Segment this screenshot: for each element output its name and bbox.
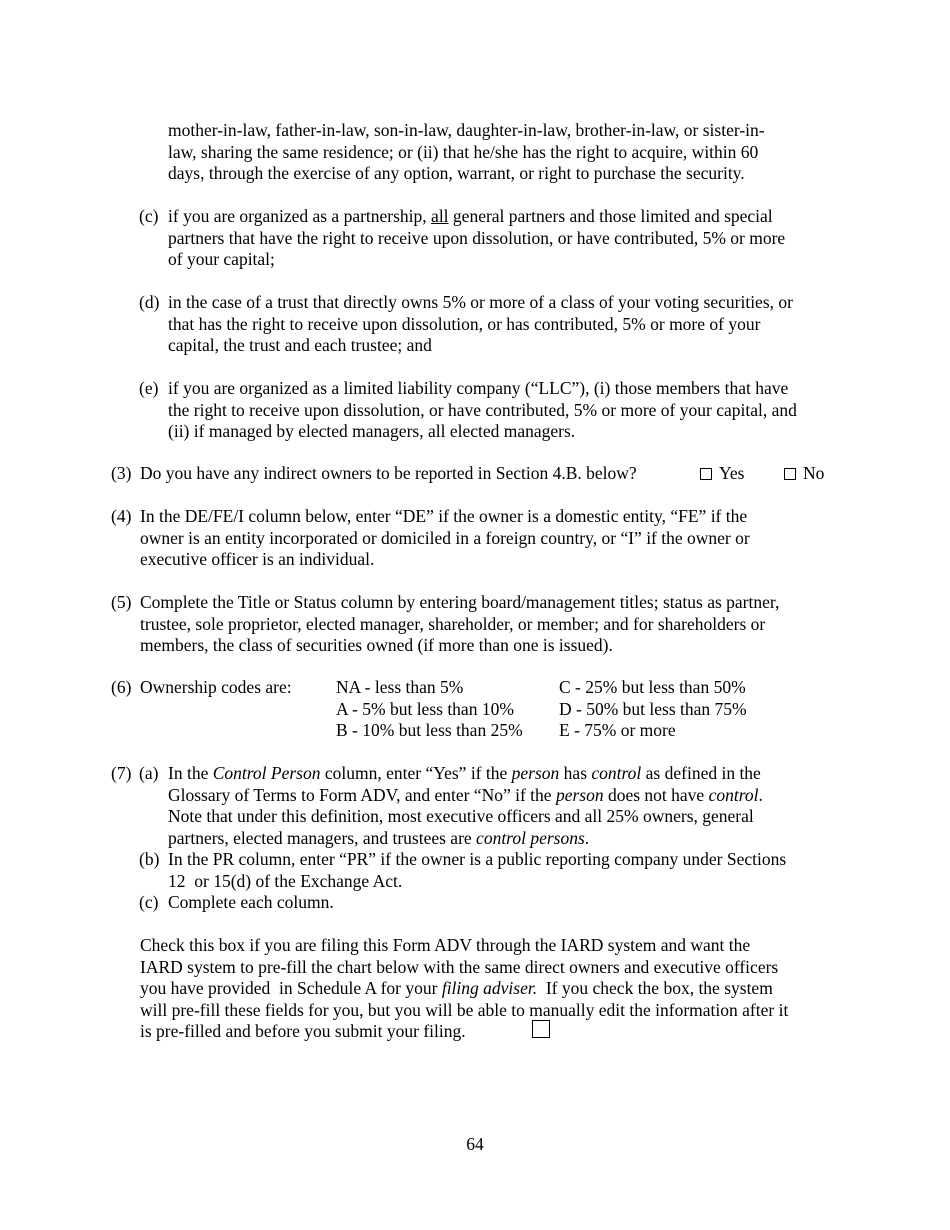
text-segment: general partners and those limited and special [448,206,773,226]
text-line: in the case of a trust that directly owns 5% or more of a class of your voting securities, or [168,292,793,312]
no-checkbox[interactable] [784,468,796,480]
text-line [168,206,785,228]
item-7c-label: (c) [139,892,159,912]
text-line: is pre-filled and before you submit your filing. [140,1021,466,1041]
item-e-label: (e) [139,378,159,398]
text-line: In the DE/FE/I column below, enter “DE” if the owner is a domestic entity, “FE” if the [140,506,748,526]
italic-term: person [511,763,560,783]
text-line: partners that have the right to receive upon dissolution, or have contributed, 5% or more [168,227,786,248]
item-5-text [140,592,779,657]
text-line: Complete the Title or Status column by entering board/management titles; status as partner, [140,592,780,612]
text-line: if you are organized as a limited liability company (“LLC”), (i) those members that have [168,378,789,398]
italic-term: control [708,784,759,805]
text-segment: partners, elected managers, and trustees are [168,827,477,848]
text-line: 12 or 15(d) of the Exchange Act. [168,870,403,891]
text-segment: has [559,763,592,783]
text-line: capital, the trust and each trustee; and [168,335,432,355]
item-e-text [168,378,797,443]
ownership-code: C - 25% but less than 50% [559,677,746,697]
ownership-code: D - 50% but less than 75% [559,698,747,719]
prefill-paragraph [140,935,788,1043]
text-segment: Glossary of Terms to Form ADV, and enter “No” if the [168,784,556,805]
item-5-label: (5) [111,592,132,612]
text-line [168,763,763,785]
item-d-label: (d) [139,292,160,312]
item-d-text [168,292,793,357]
italic-term: control persons [476,827,585,848]
text-line: Note that under this definition, most executive officers and all 25% owners, general [168,806,754,826]
text-line: In the PR column, enter “PR” if the owner is a public reporting company under Sections [168,849,787,869]
prefill-checkbox[interactable] [532,1020,550,1038]
ownership-code: NA - less than 5% [336,677,464,697]
text-line: that has the right to receive upon dissolution, or has contributed, 5% or more of your [168,313,761,334]
ownership-codes-col1 [336,677,523,742]
text-line: the right to receive upon dissolution, or have contributed, 5% or more of your capital, and [168,399,797,420]
text-line: owner is an entity incorporated or domiciled in a foreign country, or “I” if the owner or [140,527,750,548]
text-line: will pre-fill these fields for you, but you will be able to manually edit the information after it [140,999,789,1020]
ownership-codes-intro: Ownership codes are: [140,677,292,697]
text-line: IARD system to pre-fill the chart below with the same direct owners and executive officers [140,956,779,977]
text-line: days, through the exercise of any option, warrant, or right to purchase the security. [168,163,745,183]
italic-term: control [591,763,642,783]
page-number: 64 [466,1134,484,1154]
item-3-question: Do you have any indirect owners to be reported in Section 4.B. below? [140,463,637,483]
item-6-label: (6) [111,677,132,697]
text-line: executive officer is an individual. [140,549,375,569]
no-option[interactable] [784,463,824,485]
text-segment: . [758,784,763,805]
continuation-paragraph [168,120,765,185]
text-line [140,978,788,1000]
ownership-code: B - 10% but less than 25% [336,720,523,740]
text-segment: as defined in the [641,763,761,783]
item-c-text [168,206,785,271]
underlined-word: all [431,206,449,226]
text-line: of your capital; [168,249,275,269]
text-line: mother-in-law, father-in-law, son-in-law, daughter-in-law, brother-in-law, or sister-in- [168,120,765,140]
yes-option[interactable] [700,463,744,485]
text-segment: does not have [603,784,709,805]
text-segment: column, enter “Yes” if the [320,763,512,783]
ownership-code: E - 75% or more [559,720,676,740]
text-segment: In the [168,763,213,783]
text-segment: you have provided in Schedule A for your [140,978,442,998]
text-segment: if you are organized as a partnership, [168,206,432,226]
item-c-label: (c) [139,206,159,226]
yes-checkbox[interactable] [700,468,712,480]
text-segment: . [584,827,590,848]
text-segment: If you check the box, the system [537,978,773,998]
text-line: Check this box if you are filing this Form ADV through the IARD system and want the [140,935,751,955]
text-line: (ii) if managed by elected managers, all elected managers. [168,421,576,441]
item-3-label: (3) [111,463,132,483]
italic-term: person [555,784,604,805]
italic-term: Control Person [212,763,321,783]
text-line [168,785,763,807]
item-7a-text [168,763,763,849]
item-7a-label: (a) [139,763,159,783]
text-line: members, the class of securities owned (if more than one is issued). [140,635,613,655]
item-7-label: (7) [111,763,132,783]
item-7c-text: Complete each column. [168,892,334,912]
no-label: No [803,463,825,483]
item-7b-label: (b) [139,849,160,869]
item-4-label: (4) [111,506,132,526]
ownership-codes-col2 [559,677,747,742]
item-7b-text [168,849,786,892]
text-line: trustee, sole proprietor, elected manager, shareholder, or member; and for shareholders or [140,613,766,634]
ownership-code: A - 5% but less than 10% [336,698,514,719]
item-4-text [140,506,750,571]
yes-label: Yes [719,463,745,483]
italic-term: filing adviser. [441,978,538,998]
text-line [168,828,763,850]
text-line: law, sharing the same residence; or (ii) that he/she has the right to acquire, within 60 [168,141,759,162]
